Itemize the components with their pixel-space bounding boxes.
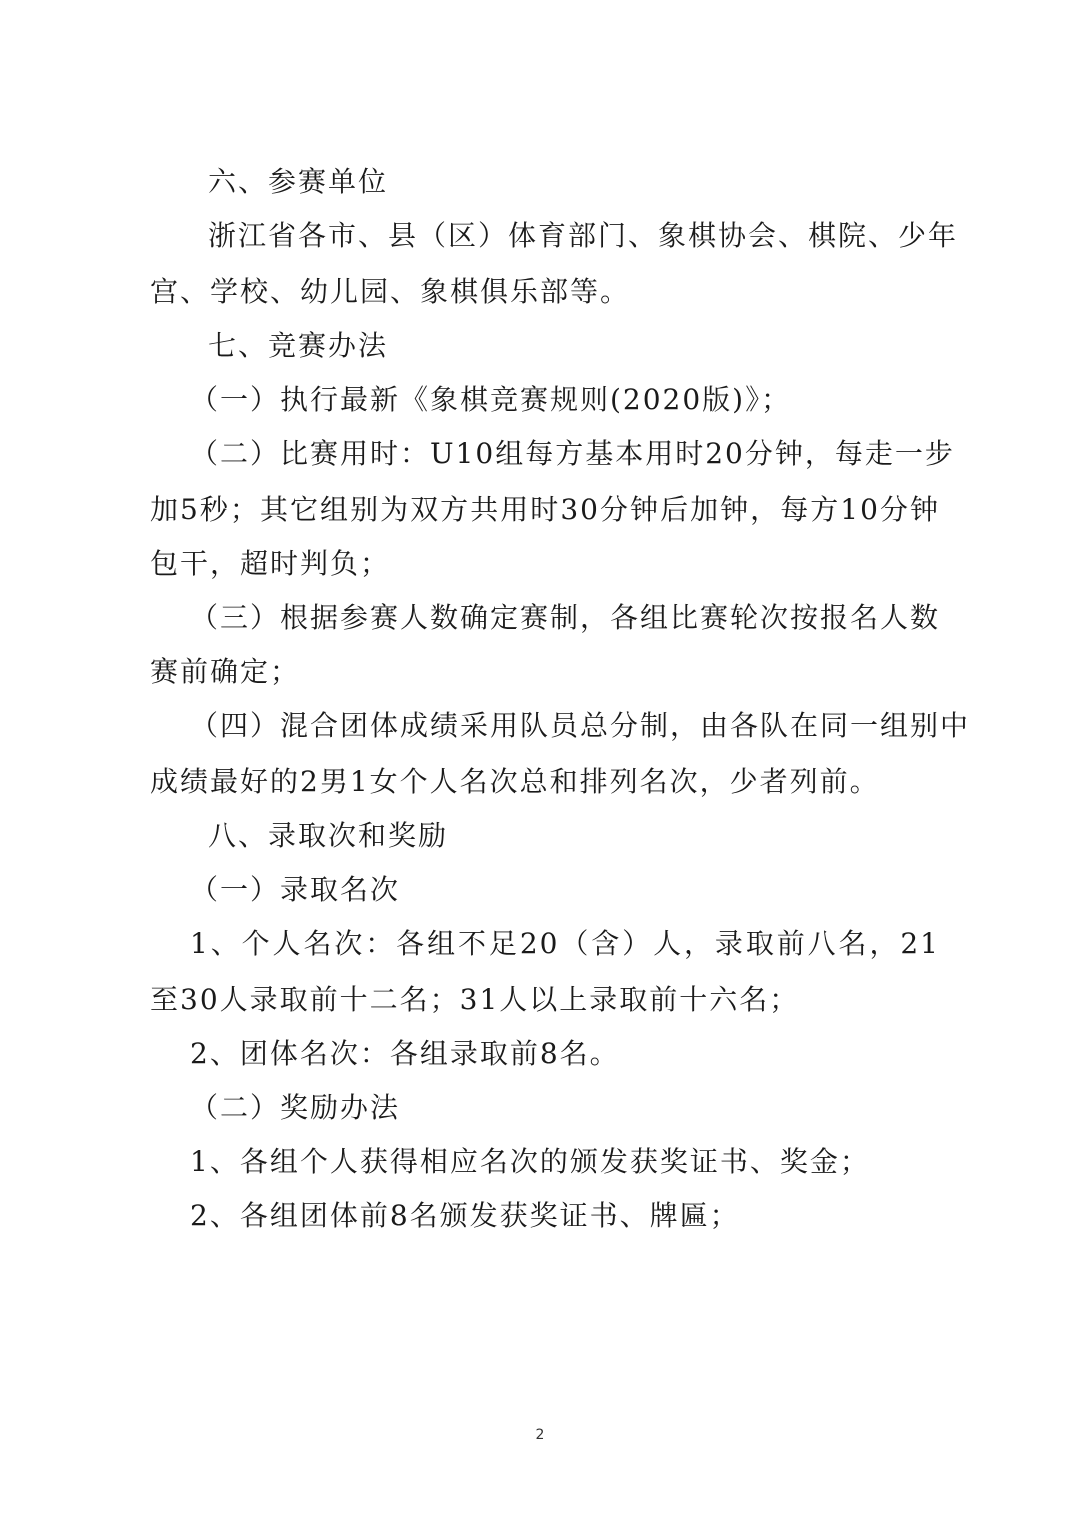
subheading-awards: （二）奖励办法 — [190, 1091, 401, 1124]
section-heading-competition-method: 七、竞赛办法 — [208, 329, 389, 362]
paragraph-line: 宫、学校、幼儿园、象棋俱乐部等。 — [150, 275, 631, 308]
page-number: 2 — [535, 1427, 545, 1443]
list-item: 1、个人名次：各组不足20（含）人，录取前八名，21 — [190, 927, 940, 960]
list-item: （三）根据参赛人数确定赛制，各组比赛轮次按报名人数 — [190, 601, 941, 634]
paragraph-line: 浙江省各市、县（区）体育部门、象棋协会、棋院、少年 — [208, 219, 959, 252]
list-item: （一）执行最新《象棋竞赛规则(2020版)》； — [190, 383, 792, 416]
list-item: 2、各组团体前8名颁发获奖证书、牌匾； — [190, 1199, 740, 1232]
paragraph-line: 成绩最好的2男1女个人名次总和排列名次，少者列前。 — [150, 765, 880, 798]
paragraph-line: 至30人录取前十二名；31人以上录取前十六名； — [150, 983, 800, 1016]
list-item: 2、团体名次：各组录取前8名。 — [190, 1037, 620, 1070]
section-heading-participants: 六、参赛单位 — [208, 165, 389, 198]
subheading-ranking: （一）录取名次 — [190, 873, 401, 906]
section-heading-ranking-awards: 八、录取次和奖励 — [208, 819, 449, 852]
paragraph-line: 赛前确定； — [150, 655, 301, 688]
list-item: （二）比赛用时：U10组每方基本用时20分钟，每走一步 — [190, 437, 955, 470]
paragraph-line: 加5秒；其它组别为双方共用时30分钟后加钟，每方10分钟 — [150, 493, 940, 526]
paragraph-line: 包干，超时判负； — [150, 547, 391, 580]
list-item: 1、各组个人获得相应名次的颁发获奖证书、奖金； — [190, 1145, 870, 1178]
list-item: （四）混合团体成绩采用队员总分制，由各队在同一组别中 — [190, 709, 971, 742]
